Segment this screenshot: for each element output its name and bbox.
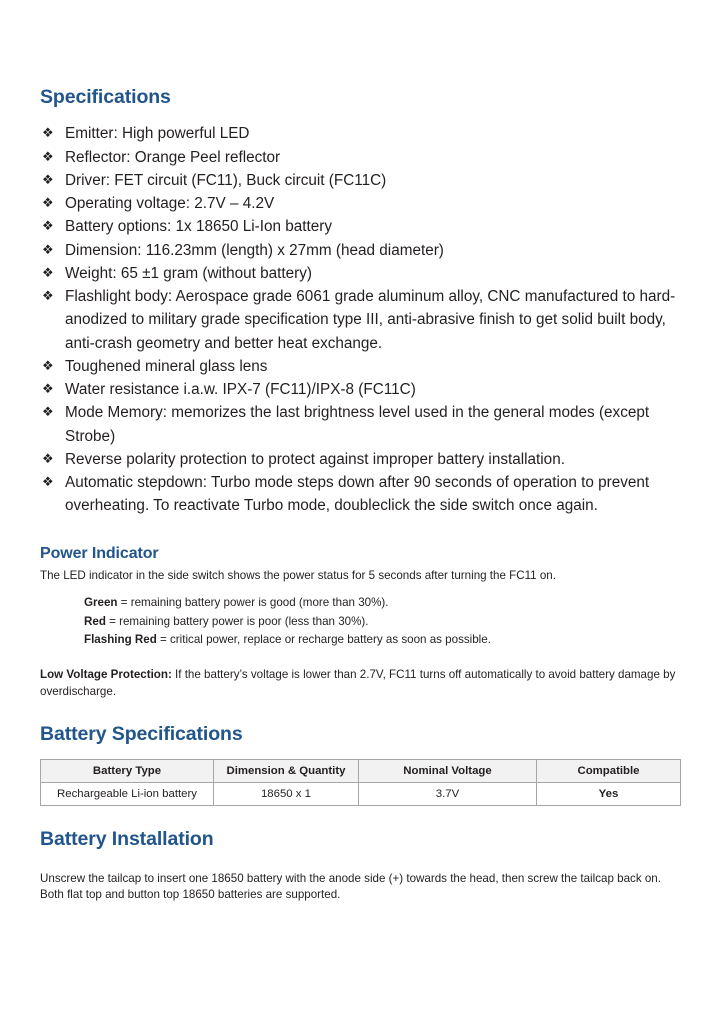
list-item-text: Weight: 65 ±1 gram (without battery) xyxy=(65,264,313,282)
table-body xyxy=(41,783,681,806)
list-item xyxy=(40,355,684,378)
list-item xyxy=(40,448,684,471)
cell-nominal-voltage: 3.7V xyxy=(359,783,537,806)
list-item-text: Reflector: Orange Peel reflector xyxy=(65,148,281,166)
power-state-row xyxy=(84,594,684,613)
diamond-bullet-icon: ❖ xyxy=(42,264,54,280)
list-item xyxy=(40,122,684,145)
cell-compatible: Yes xyxy=(537,783,681,806)
power-indicator-heading: Power Indicator xyxy=(40,544,159,562)
list-item xyxy=(40,239,684,262)
table-header-row xyxy=(41,760,681,783)
list-item-text: Operating voltage: 2.7V – 4.2V xyxy=(65,195,275,213)
column-header-nominal-voltage: Nominal Voltage xyxy=(359,760,537,783)
low-voltage-protection-text: If the battery’s voltage is lower than 2.7V, FC11 turns off automatically to avoid battery damage by overdischarge. xyxy=(40,668,676,698)
power-state-description: = remaining battery power is good (more than 30%). xyxy=(117,595,389,609)
column-header-dimension-quantity: Dimension & Quantity xyxy=(214,760,359,783)
specifications-heading: Specifications xyxy=(40,86,171,108)
cell-battery-type: Rechargeable Li-ion battery xyxy=(41,783,214,806)
list-item-text: Automatic stepdown: Turbo mode steps down after 90 seconds of operation to prevent overheating. To reactivate Turbo mode, doubleclick the side switch once again. xyxy=(65,474,650,515)
specifications-list xyxy=(40,122,684,517)
list-item-text: Water resistance i.a.w. IPX-7 (FC11)/IPX-8 (FC11C) xyxy=(65,381,416,399)
power-state-label: Red xyxy=(84,614,106,628)
list-item-text: Battery options: 1x 18650 Li-Ion battery xyxy=(65,218,333,236)
power-indicator-states xyxy=(84,594,684,650)
list-item xyxy=(40,471,684,518)
low-voltage-protection-label: Low Voltage Protection: xyxy=(40,668,172,682)
power-state-row xyxy=(84,631,684,650)
column-header-compatible: Compatible xyxy=(537,760,681,783)
list-item-text: Reverse polarity protection to protect against improper battery installation. xyxy=(65,450,565,468)
diamond-bullet-icon: ❖ xyxy=(42,195,54,211)
diamond-bullet-icon: ❖ xyxy=(42,125,54,141)
list-item xyxy=(40,262,684,285)
list-item xyxy=(40,192,684,215)
power-state-label: Green xyxy=(84,595,118,609)
list-item-text: Flashlight body: Aerospace grade 6061 grade aluminum alloy, CNC manufactured to hard-anodized to military grade specification type III, anti-abrasive finish to get solid built body, anti-crash geometry and better heat exchange. xyxy=(65,288,676,352)
power-state-description: = remaining battery power is poor (less than 30%). xyxy=(105,614,369,628)
list-item-text: Toughened mineral glass lens xyxy=(65,357,268,375)
list-item xyxy=(40,401,684,448)
list-item xyxy=(40,146,684,169)
diamond-bullet-icon: ❖ xyxy=(42,404,54,420)
list-item xyxy=(40,215,684,238)
battery-specifications-heading: Battery Specifications xyxy=(40,722,243,745)
diamond-bullet-icon: ❖ xyxy=(42,218,54,234)
diamond-bullet-icon: ❖ xyxy=(42,288,54,304)
low-voltage-protection-paragraph xyxy=(40,667,684,701)
battery-specifications-table xyxy=(40,759,681,806)
list-item-text: Dimension: 116.23mm (length) x 27mm (head diameter) xyxy=(65,241,444,259)
power-state-row xyxy=(84,613,684,632)
diamond-bullet-icon: ❖ xyxy=(42,474,54,490)
table-row xyxy=(41,783,681,806)
list-item-text: Mode Memory: memorizes the last brightness level used in the general modes (except Strobe) xyxy=(65,404,650,445)
diamond-bullet-icon: ❖ xyxy=(42,381,54,397)
table-header xyxy=(41,760,681,783)
battery-installation-heading: Battery Installation xyxy=(40,828,214,851)
power-indicator-intro: The LED indicator in the side switch shows the power status for 5 seconds after turning the FC11 on. xyxy=(40,569,556,583)
list-item xyxy=(40,378,684,401)
power-state-label: Flashing Red xyxy=(84,633,157,647)
list-item-text: Driver: FET circuit (FC11), Buck circuit (FC11C) xyxy=(65,171,387,189)
column-header-battery-type: Battery Type xyxy=(41,760,214,783)
battery-installation-paragraph: Unscrew the tailcap to insert one 18650 battery with the anode side (+) towards the head, then screw the tailcap back on. Both flat top and button top 18650 batteries are supported. xyxy=(40,871,661,902)
cell-dimension-quantity: 18650 x 1 xyxy=(214,783,359,806)
list-item-text: Emitter: High powerful LED xyxy=(65,125,250,143)
list-item xyxy=(40,285,684,355)
list-item xyxy=(40,169,684,192)
diamond-bullet-icon: ❖ xyxy=(42,148,54,164)
diamond-bullet-icon: ❖ xyxy=(42,171,54,187)
diamond-bullet-icon: ❖ xyxy=(42,357,54,373)
diamond-bullet-icon: ❖ xyxy=(42,241,54,257)
diamond-bullet-icon: ❖ xyxy=(42,450,54,466)
power-state-description: = critical power, replace or recharge battery as soon as possible. xyxy=(156,633,491,647)
